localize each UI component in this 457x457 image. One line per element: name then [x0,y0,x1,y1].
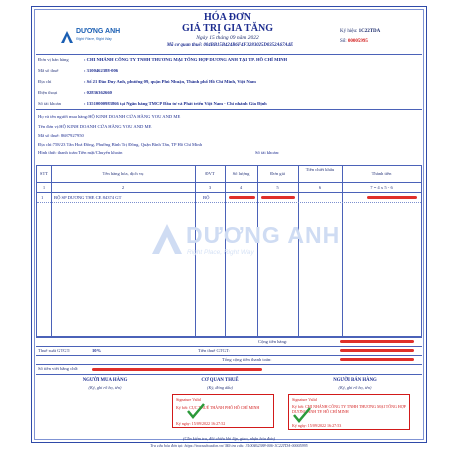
tax-authority-code-value: 004BB15B424B6F4F3283025D0352A67A4E [203,43,294,48]
col-number: 7 = 4 x 5 - 6 [370,185,393,190]
seller-name-value: : CHI NHÁNH CÔNG TY TNHH THƯƠNG MẠI TỔNG HỢP DƯƠNG ANH TẠI TP. HỒ CHÍ MINH [84,57,288,62]
invoice-date: Ngày 15 tháng 09 năm 2022 [196,35,259,41]
redacted-qty [229,196,255,199]
footer-lookup: Tra cứu hóa đơn tại: https://tracuuhoadon.vn/ Mã tra cứu: 3100462388-006-1C22TDA-00005995 [150,443,308,448]
authority-signature-note: (Ký, đóng dấu) [207,385,233,390]
buyer-account: Số tài khoản: [255,150,280,155]
authority-signed-date: Ký ngày: 15/09/2022 16:27:52 [176,421,226,426]
invoice-number-label: Số: [340,39,347,44]
header-divider [36,54,422,55]
grand-total-label: Tổng cộng tiền thanh toán: [222,357,272,362]
seller-tax-value: : 3100462388-006 [84,68,119,73]
seller-signature-title: NGƯỜI BÁN HÀNG [333,378,377,383]
col-number: 4 [239,185,243,190]
seller-signature-note: (Ký, ghi rõ họ, tên) [338,385,372,390]
tax-authority-code-label: Mã cơ quan thuế: [166,43,203,48]
col-header-unit: ĐVT [205,171,215,176]
seller-name-label: Đơn vị bán hàng [38,57,69,62]
invoice-number-value: 00005995 [347,39,368,44]
authority-signature-title: CƠ QUAN THUẾ [201,378,239,383]
invoice-symbol-label: Ký hiệu: [340,29,358,34]
col-header-name: Tên hàng hóa, dịch vụ [102,171,144,176]
seller-address-value: : Số 21 Đào Duy Anh, phường 09, quận Phú Nhuận, Thành phố Hồ Chí Minh, Việt Nam [84,79,256,84]
col-number: 2 [121,185,125,190]
checkmark-icon [293,407,311,423]
watermark-tagline: Right Place, Right Way [187,249,254,256]
buyer-address: Địa chỉ:758/23 Tân Hoá Đông, Phường Bình Trị Đông, Quận Bình Tân, TP Hồ Chí Minh [38,142,203,147]
col-header-price: Đơn giá [270,171,285,176]
header-row-divider [37,182,421,183]
payment-method: Hình thức thanh toán:Tiền mặt/Chuyển khoản [38,150,123,155]
row-unit: BỘ [203,195,210,200]
totals-divider [36,337,422,338]
redacted-amount [367,196,417,199]
redacted-subtotal [340,340,414,343]
grand-total-divider [36,364,422,365]
seller-phone-label: Điện thoại [38,90,58,95]
authority-signed-by: Ký bởi: CỤC THUẾ THÀNH PHỐ HỒ CHÍ MINH [176,405,260,410]
seller-address-label: Địa chỉ [38,79,52,84]
buyer-signature-note: (Ký, ghi rõ họ, tên) [88,385,122,390]
number-row-divider [37,192,421,193]
invoice-symbol-value: 1C22TDA [358,29,381,34]
footer-note: (Cần kiểm tra, đối chiếu khi lập, giao, nhận hóa đơn) [183,436,275,441]
col-number: 5 [276,185,279,190]
company-logo [60,28,122,48]
subtotal-divider [36,346,422,347]
col-header-stt: STT [39,171,49,176]
item-row-divider [37,202,421,203]
buyer-name: Họ và tên người mua hàng:HỘ KINH DOANH CỬA HÀNG YOU AND ME [38,114,181,119]
vat-amount-label: Tiền thuế GTGT: [198,348,230,353]
checkmark-icon [187,403,205,419]
redacted-grand-total [340,358,414,361]
invoice-number [340,39,368,44]
authority-signature-valid: Signature Valid [176,397,201,402]
words-divider [36,374,422,375]
vat-rate-value: 10% [92,348,102,353]
col-header-discount: Tiền chiết khấu [305,167,335,172]
redacted-price [261,196,295,199]
vat-divider [36,355,422,356]
subtotal-label: Cộng tiền hàng: [258,339,288,344]
buyer-unit: Tên đơn vị:HỘ KINH DOANH CỬA HÀNG YOU AND ME [38,124,152,129]
redacted-vat [340,349,414,352]
invoice-title: HÓA ĐƠN [204,12,251,23]
col-number: 6 [318,185,322,190]
seller-tax-label: Mã số thuế [38,68,59,73]
row-product-name: BỘ SP DƯƠNG THE CE 84374 GT [54,195,122,200]
brand-name: DƯƠNG ANH [76,28,121,35]
invoice-subtitle: GIÁ TRỊ GIA TĂNG [181,23,274,34]
seller-account-label: Số tài khoản [38,101,61,106]
seller-account-value: : 13510000983866 tại Ngân hàng TMCP Đầu tư và Phát triển Việt Nam - Chi nhánh Gia Định [84,101,267,106]
col-number: 1 [42,185,46,190]
seller-signed-date: Ký ngày: 15/09/2022 16:27:53 [292,423,342,428]
row-stt: 1 [41,195,44,200]
logo-mark-icon [60,30,74,44]
tax-authority-code [140,43,320,48]
buyer-signature-title: NGƯỜI MUA HÀNG [82,378,128,383]
watermark-logo-icon [150,222,184,256]
seller-phone-value: : 02836362660 [84,90,112,95]
col-number: 3 [208,185,212,190]
col-header-amount: Thành tiền [371,171,392,176]
brand-tagline: Right Place, Right Way [76,37,112,41]
seller-signature-valid: Signature Valid [292,397,317,402]
authority-digital-signature [172,394,274,428]
redacted-amount-in-words [92,368,262,371]
amount-in-words-label: Số tiền viết bằng chữ: [38,366,79,371]
seller-digital-signature [288,394,410,430]
invoice-symbol [340,29,380,34]
col-header-qty: Số lượng [232,171,250,176]
seller-divider [36,109,422,110]
vat-rate-label: Thuế suất GTGT: [38,348,71,353]
seller-signed-by: Ký bởi: CHI NHÁNH CÔNG TY TNHH THƯƠNG MẠI TỔNG HỢP DƯƠNG ANH TP. HỒ CHÍ MINH [292,404,406,414]
buyer-tax-code: Mã số thuế: 8687927950 [38,133,84,138]
watermark-brand: DƯƠNG ANH [186,222,341,248]
